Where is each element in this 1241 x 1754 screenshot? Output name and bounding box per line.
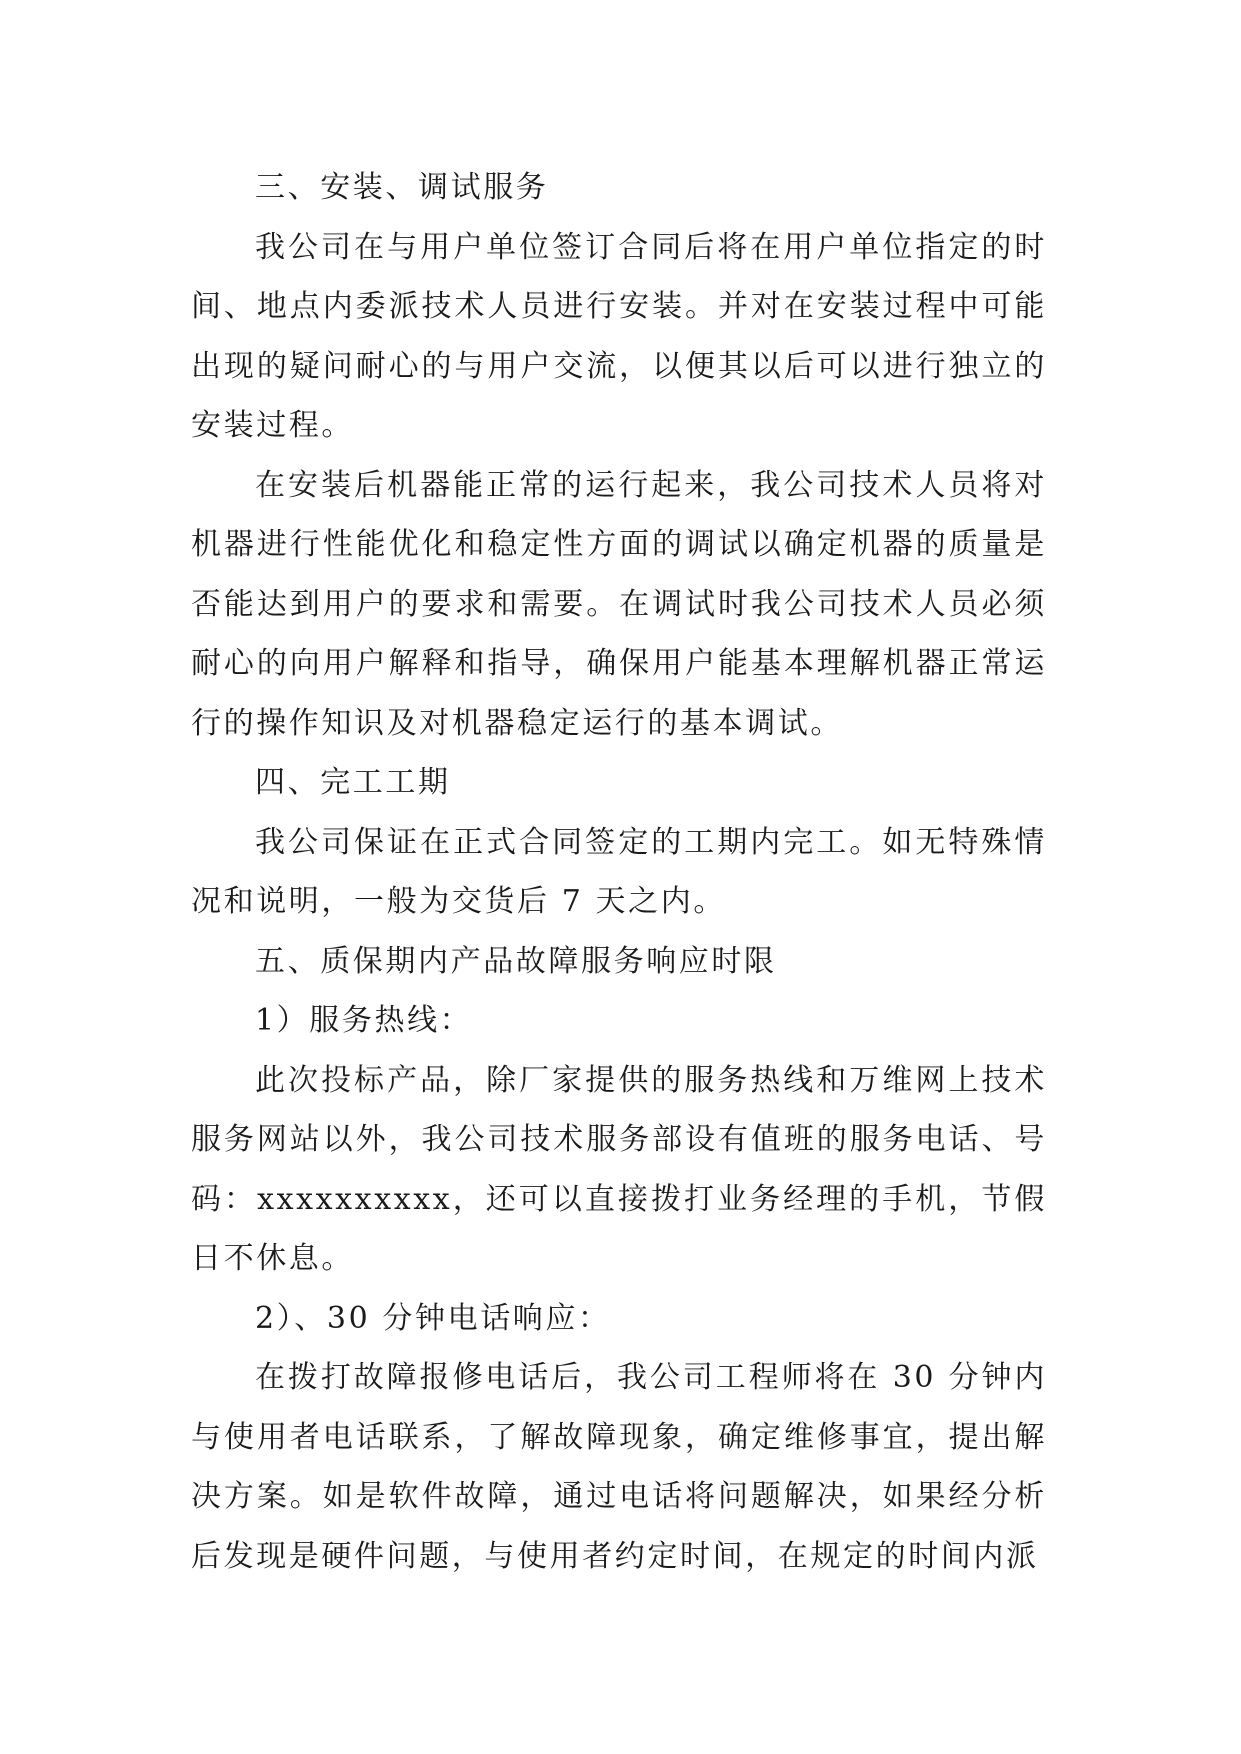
paragraph-installation: 我公司在与用户单位签订合同后将在用户单位指定的时间、地点内委派技术人员进行安装。并对在安装过程中可能出现的疑问耐心的与用户交流，以便其以后可以进行独立的安装过程。 xyxy=(191,229,1047,443)
subheading-phone-response: 2）、30 分钟电话响应： xyxy=(255,1300,611,1336)
section-heading-completion: 四、完工工期 xyxy=(255,765,451,800)
paragraph-hotline: 此次投标产品，除厂家提供的服务热线和万维网上技术服务网站以外，我公司技术服务部设有值班的服务电话、号码：xxxxxxxxxx，还可以直接拨打业务经理的手机，节假日不休息。 xyxy=(191,1062,1047,1276)
section-heading-response-time: 五、质保期内产品故障服务响应时限 xyxy=(255,943,777,979)
paragraph-debugging: 在安装后机器能正常的运行起来，我公司技术人员将对机器进行性能优化和稳定性方面的调试以确定机器的质量是否能达到用户的要求和需要。在调试时我公司技术人员必须耐心的向用户解释和指导，确保用户能基本理解机器正常运行的操作知识及对机器稳定运行的基本调试。 xyxy=(191,467,1047,741)
document-page xyxy=(191,158,1047,1586)
paragraph-completion: 我公司保证在正式合同签定的工期内完工。如无特殊情况和说明，一般为交货后 7 天之内。 xyxy=(191,824,1047,919)
paragraph-phone-response: 在拨打故障报修电话后，我公司工程师将在 30 分钟内与使用者电话联系，了解故障现象，确定维修事宜，提出解决方案。如是软件故障，通过电话将问题解决，如果经分析后发现是硬件问题，与使用者约定时间，在规定的时间内派 xyxy=(191,1360,1047,1574)
subheading-hotline: 1）服务热线： xyxy=(255,1003,473,1038)
section-heading-installation: 三、安装、调试服务 xyxy=(255,170,549,205)
